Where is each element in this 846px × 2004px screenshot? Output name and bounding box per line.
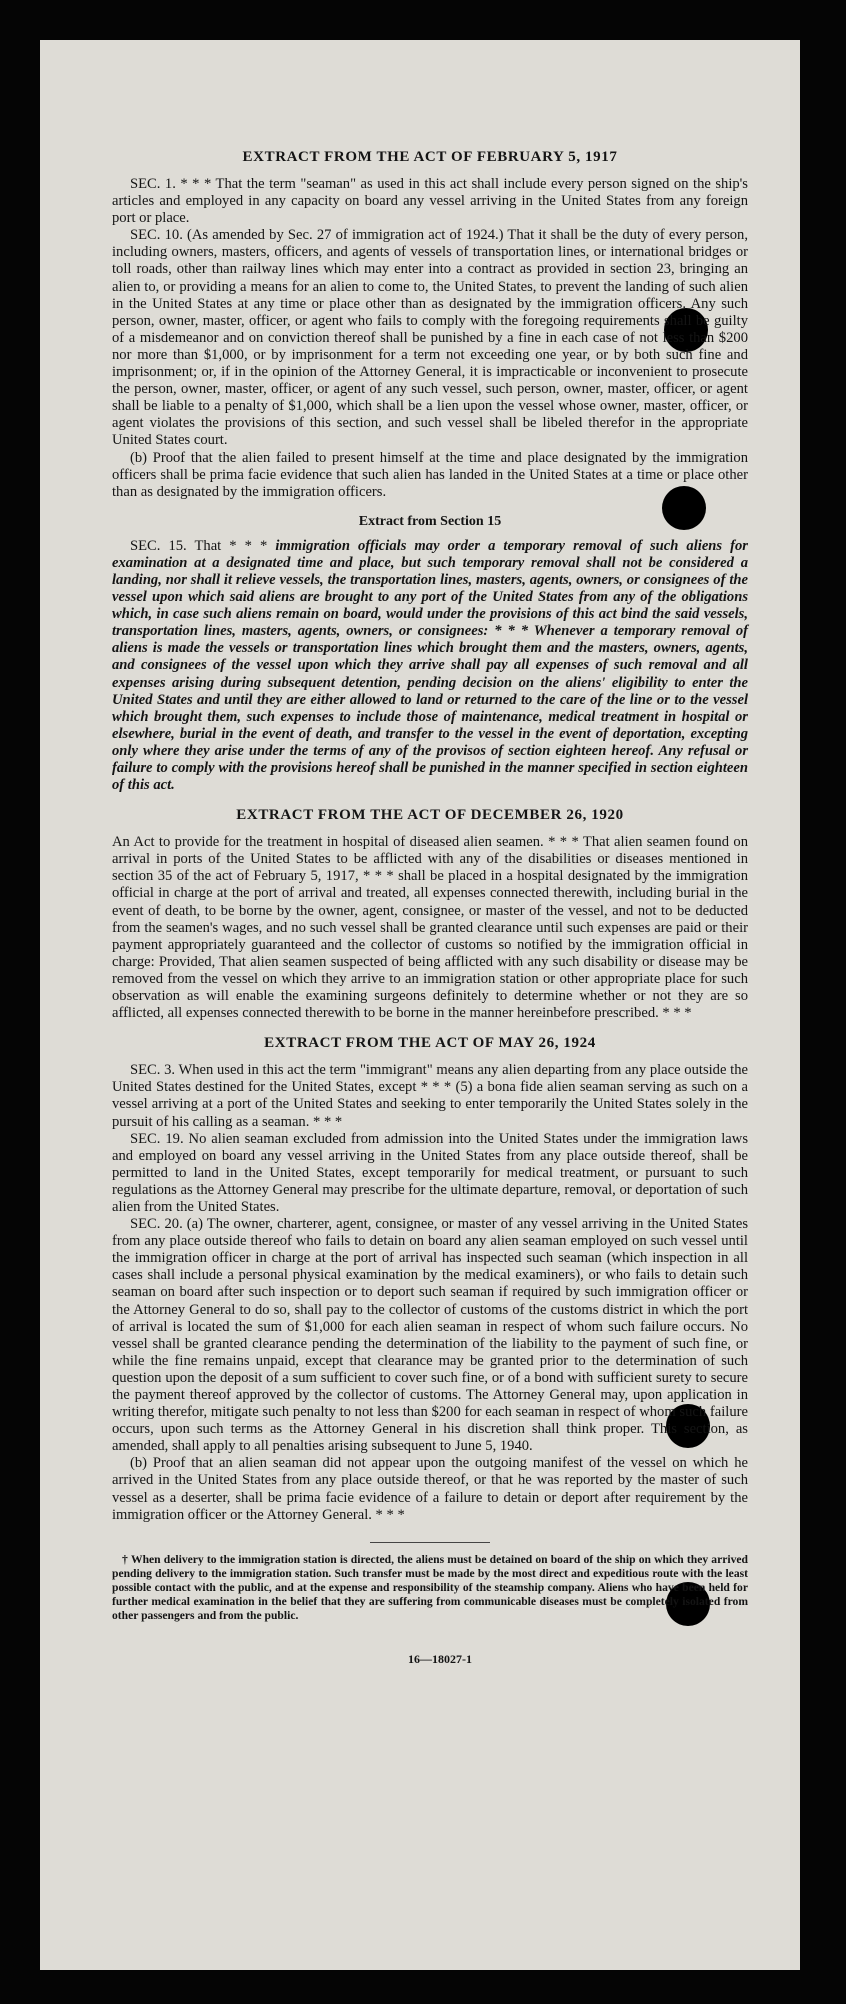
- section-15-body: immigration officials may order a temporary removal of such aliens for examination at a designated time and place, but such temporary removal shall not be considered a landing, nor shall it relieve vessels, the transportation lines, masters, agents, owners, or consignees of the vessel upon which said aliens are brought to any port of the United States from any of the obligations which, in case such aliens remain on board, would under the provisions of this act bind the said vessels, transportation lines, masters, agents, owners, or consignees: * * * Whenever a temporary removal of aliens is made the vessels or transportation lines which brought them and the masters, owners, agents, and consignees of the vessel upon which they arrive shall pay all expenses of such removal and all expenses arising during subsequent detention, pending decision on the aliens' eligibility to enter the United States and until they are either allowed to land or returned to the care of the line or to the vessel which brought them, such expenses to include those of maintenance, medical treatment in hospital or elsewhere, burial in the event of death, and transfer to the vessel in the event of deportation, excepting only where they arise under the terms of any of the provisos of section eighteen hereof. Any refusal or failure to comply with the provisions hereof shall be punished in the manner specified in section eighteen of this act.: [112, 537, 748, 794]
- act-1917-sec-1: SEC. 1. * * * That the term "seaman" as used in this act shall include every person signed on the ship's articles and employed in any capacity on board any vessel arriving in the United States from any foreign port or place.: [112, 176, 748, 227]
- act-1924-title: EXTRACT FROM THE ACT OF MAY 26, 1924: [264, 1035, 596, 1052]
- act-1920-extract: [112, 806, 748, 1022]
- act-1917-title: EXTRACT FROM THE ACT OF FEBRUARY 5, 1917: [242, 149, 618, 165]
- act-1924-sec-3: SEC. 3. When used in this act the term "immigrant" means any alien departing from any place outside the United States destined for the United States, except * * * (5) a bona fide alien seaman serving as such on a vessel arriving at a port of the United States and seeking to enter temporarily the United States solely in the pursuit of his calling as a seaman. * * *: [112, 1062, 748, 1130]
- act-1920-title: EXTRACT FROM THE ACT OF DECEMBER 26, 1920: [236, 807, 624, 824]
- footnote-text: † When delivery to the immigration station is directed, the aliens must be detained on board of the ship on which they arrived pending delivery to the immigration station. Such transfer must be made by the most direct and expeditious route with the least possible contact with the public, and at the expense and responsibility of the steamship company. Aliens who have been held for further medical examination in the belief that they are suffering from communicable diseases must be completely isolated from other passengers and from the public.: [112, 1552, 748, 1622]
- document-body: [112, 148, 748, 1668]
- act-1917-sec-10-b: (b) Proof that the alien failed to present himself at the time and place designated by the immigration officers shall be prima facie evidence that such alien has landed in the United States at a time or place other than as designated by the immigration officers.: [112, 449, 748, 500]
- act-1917-extract: [112, 148, 748, 501]
- act-1924-sec-20-b: (b) Proof that an alien seaman did not appear upon the outgoing manifest of the vessel on which he arrived in the United States from any place outside thereof, or that he was reported by the master of such vessel as a deserter, shall be prima facie evidence of a failure to detain or deport after requirement by the immigration officer or the Attorney General. * * *: [112, 1455, 748, 1523]
- act-1924-extract: [112, 1034, 748, 1524]
- section-15-label: SEC. 15. That * * *: [130, 537, 268, 554]
- section-15-title: Extract from Section 15: [358, 513, 502, 529]
- act-1924-sec-19: SEC. 19. No alien seaman excluded from admission into the United States under the immigration laws and employed on board any vessel arriving in the United States from any place outside thereof, shall be permitted to land in the United States, except temporarily for medical treatment, or pursuant to such regulations as the Attorney General may prescribe for the ultimate departure, removal, or deportation of such alien from the United States.: [112, 1130, 748, 1215]
- section-15-text: [112, 538, 748, 794]
- document-page: [40, 40, 800, 1970]
- act-1920-text: An Act to provide for the treatment in hospital of diseased alien seamen. * * * That alien seamen found on arrival in ports of the United States to be afflicted with any of the disabilities or diseases mentioned in section 35 of the act of February 5, 1917, * * * shall be placed in a hospital designated by the immigration official in charge at the port of arrival and treated, all expenses connected therewith, including burial in the event of death, to be borne by the owner, agent, consignee, or master of the vessel, and not to be deducted from the seamen's wages, and no such vessel shall be granted clearance until such expenses are paid or their payment appropriately guaranteed and the collector of customs so notified by the immigration official in charge: Provided, That alien seamen suspected of being afflicted with any such disability or disease may be removed from the vessel on which they arrive to an immigration station or other appropriate place for such observation as will enable the examining surgeons definitely to determine whether or not they are so afflicted, all expenses connected therewith to be borne in the manner hereinbefore prescribed. * * *: [112, 834, 748, 1022]
- footnote: [112, 1553, 748, 1623]
- footnote-divider: [370, 1542, 490, 1543]
- act-1917-sec-10: SEC. 10. (As amended by Sec. 27 of immigration act of 1924.) That it shall be the duty of every person, including owners, masters, officers, and agents of vessels of transportation lines, or international bridges or toll roads, other than railway lines which may enter into a contract as provided in section 23, bringing an alien to, or providing a means for an alien to come to, the United States, to prevent the landing of such alien in the United States at any time or place other than as designated by the immigration officers. Any such person, owner, master, officer, or agent who fails to comply with the foregoing requirements shall be guilty of a misdemeanor and on conviction thereof shall be punished by a fine in each case of not less than $200 nor more than $1,000, or by imprisonment for a term not exceeding one year, or by both such fine and imprisonment; or, if in the opinion of the Attorney General, it is impracticable or inconvenient to prosecute the person, owner, master, officer, or agent of any such vessel, such person, owner, master, officer, or agent shall be liable to a penalty of $1,000, which shall be a lien upon the vessel whose owner, master, officer, or agent violates the provisions of this section, and such vessel shall be libeled therefor in the appropriate United States court.: [112, 227, 748, 449]
- act-1924-sec-20-a: SEC. 20. (a) The owner, charterer, agent, consignee, or master of any vessel arriving in the United States from any place outside thereof who fails to detain on board any alien seaman employed on such vessel until the immigration officer in charge at the port of arrival has inspected such seaman (which inspection in all cases shall include a personal physical examination by the medical examiners), or who fails to detain such seaman on board after such inspection or to deport such seaman if required by such immigration officer or the Attorney General to do so, shall pay to the collector of customs of the customs district in which the port of arrival is located the sum of $1,000 for each alien seaman in respect of whom such failure occurs. No vessel shall be granted clearance pending the determination of the liability to the payment of such fine, or while the fine remains unpaid, except that clearance may be granted prior to the determination of such question upon the deposit of a sum sufficient to cover such fine, or of a bond with sufficient surety to secure the payment thereof approved by the collector of customs. The Attorney General may, upon application in writing therefor, mitigate such penalty to not less than $200 for each seaman in respect of whom such failure occurs, upon such terms as the Attorney General in his discretion shall think proper. This section, as amended, shall apply to all penalties arising subsequent to June 5, 1940.: [112, 1216, 748, 1455]
- section-15-extract: [112, 513, 748, 794]
- form-number: 16—18027-1: [408, 1651, 472, 1666]
